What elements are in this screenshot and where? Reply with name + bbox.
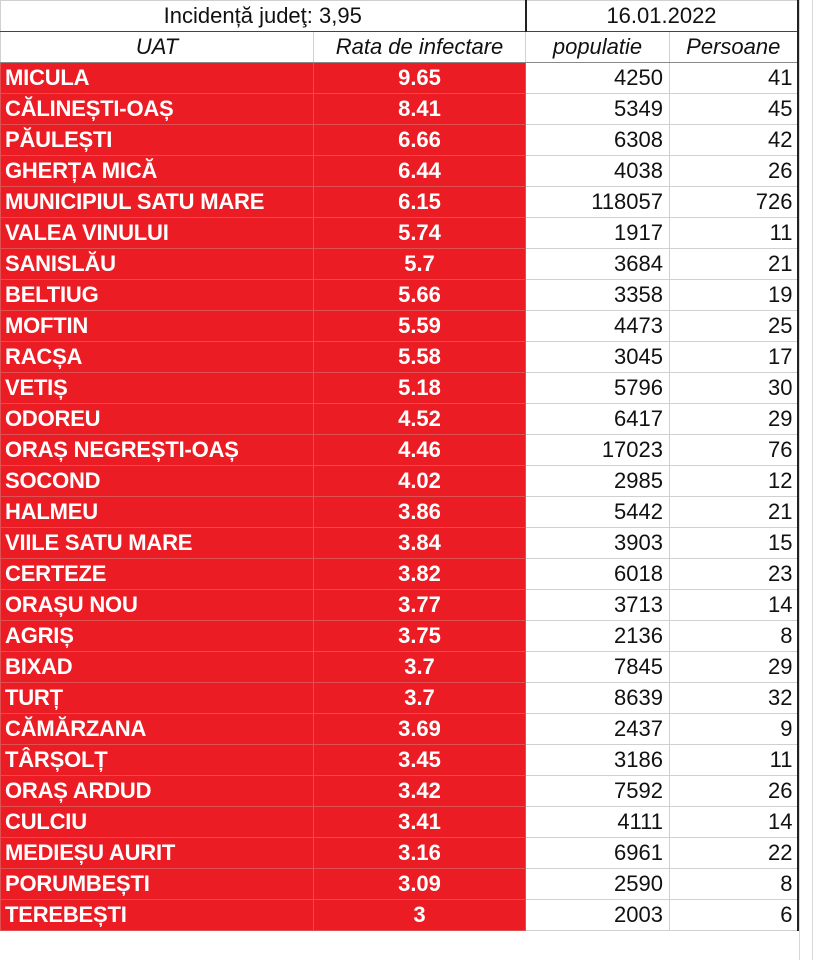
table-row (1, 94, 798, 125)
cell-uat[interactable]: RACȘA (1, 342, 314, 373)
cell-persons[interactable]: 19 (670, 280, 798, 311)
table-row (1, 807, 798, 838)
cell-uat[interactable]: BIXAD (1, 652, 314, 683)
grid-line (812, 0, 813, 960)
table-row (1, 156, 798, 187)
county-incidence[interactable]: Incidență judeţ: 3,95 (1, 1, 526, 32)
cell-population[interactable]: 5442 (526, 497, 670, 528)
table-row (1, 838, 798, 869)
table-row (1, 621, 798, 652)
cell-rate[interactable]: 4.52 (314, 404, 526, 435)
cell-persons[interactable]: 21 (670, 249, 798, 280)
cell-uat[interactable]: MUNICIPIUL SATU MARE (1, 187, 314, 218)
cell-population[interactable]: 4473 (526, 311, 670, 342)
table-row (1, 466, 798, 497)
table-row (1, 311, 798, 342)
cell-persons[interactable]: 41 (670, 63, 798, 94)
cell-rate[interactable]: 3.45 (314, 745, 526, 776)
cell-rate[interactable]: 3.86 (314, 497, 526, 528)
cell-population[interactable]: 2003 (526, 900, 670, 931)
cell-uat[interactable]: ODOREU (1, 404, 314, 435)
cell-population[interactable]: 4250 (526, 63, 670, 94)
cell-persons[interactable]: 30 (670, 373, 798, 404)
cell-persons[interactable]: 42 (670, 125, 798, 156)
cell-rate[interactable]: 3.69 (314, 714, 526, 745)
cell-uat[interactable]: MEDIEȘU AURIT (1, 838, 314, 869)
table-row (1, 404, 798, 435)
cell-uat[interactable]: VIILE SATU MARE (1, 528, 314, 559)
cell-persons[interactable]: 14 (670, 807, 798, 838)
cell-population[interactable]: 3045 (526, 342, 670, 373)
table-row (1, 125, 798, 156)
cell-persons[interactable]: 29 (670, 652, 798, 683)
cell-uat[interactable]: ORAȘ ARDUD (1, 776, 314, 807)
cell-population[interactable]: 6417 (526, 404, 670, 435)
cell-rate[interactable]: 3.09 (314, 869, 526, 900)
cell-population[interactable]: 6961 (526, 838, 670, 869)
table-title-row (1, 1, 798, 32)
cell-persons[interactable]: 15 (670, 528, 798, 559)
cell-uat[interactable]: VALEA VINULUI (1, 218, 314, 249)
cell-rate[interactable]: 3.75 (314, 621, 526, 652)
cell-uat[interactable]: PĂULEȘTI (1, 125, 314, 156)
cell-uat[interactable]: CĂMĂRZANA (1, 714, 314, 745)
cell-rate[interactable]: 3.77 (314, 590, 526, 621)
cell-population[interactable]: 2985 (526, 466, 670, 497)
cell-persons[interactable]: 76 (670, 435, 798, 466)
column-header-uat[interactable]: UAT (1, 32, 314, 63)
cell-persons[interactable]: 23 (670, 559, 798, 590)
table-row (1, 590, 798, 621)
column-header-rate[interactable]: Rata de infectare (314, 32, 526, 63)
cell-uat[interactable]: ORAȘU NOU (1, 590, 314, 621)
cell-rate[interactable]: 5.58 (314, 342, 526, 373)
cell-uat[interactable]: GHERȚA MICĂ (1, 156, 314, 187)
table-row (1, 435, 798, 466)
cell-persons[interactable]: 26 (670, 156, 798, 187)
cell-persons[interactable]: 8 (670, 621, 798, 652)
cell-rate[interactable]: 5.7 (314, 249, 526, 280)
cell-persons[interactable]: 25 (670, 311, 798, 342)
cell-rate[interactable]: 5.66 (314, 280, 526, 311)
cell-population[interactable]: 2437 (526, 714, 670, 745)
table-row (1, 218, 798, 249)
cell-persons[interactable]: 8 (670, 869, 798, 900)
column-header-row (1, 32, 798, 63)
cell-uat[interactable]: CĂLINEȘTI-OAȘ (1, 94, 314, 125)
table-row (1, 187, 798, 218)
cell-persons[interactable]: 22 (670, 838, 798, 869)
cell-uat[interactable]: AGRIȘ (1, 621, 314, 652)
cell-population[interactable]: 3186 (526, 745, 670, 776)
cell-population[interactable]: 6308 (526, 125, 670, 156)
cell-persons[interactable]: 17 (670, 342, 798, 373)
cell-persons[interactable]: 21 (670, 497, 798, 528)
cell-uat[interactable]: SANISLĂU (1, 249, 314, 280)
cell-uat[interactable]: MICULA (1, 63, 314, 94)
cell-rate[interactable]: 3.16 (314, 838, 526, 869)
table-row (1, 249, 798, 280)
cell-uat[interactable]: TEREBEȘTI (1, 900, 314, 931)
cell-rate[interactable]: 9.65 (314, 63, 526, 94)
cell-uat[interactable]: SOCOND (1, 466, 314, 497)
cell-population[interactable]: 5349 (526, 94, 670, 125)
cell-population[interactable]: 8639 (526, 683, 670, 714)
table-row (1, 63, 798, 94)
cell-population[interactable]: 1917 (526, 218, 670, 249)
cell-population[interactable]: 118057 (526, 187, 670, 218)
cell-population[interactable]: 3713 (526, 590, 670, 621)
cell-rate[interactable]: 6.44 (314, 156, 526, 187)
cell-rate[interactable]: 3.82 (314, 559, 526, 590)
table-row (1, 745, 798, 776)
cell-rate[interactable]: 3.84 (314, 528, 526, 559)
table-row (1, 776, 798, 807)
cell-persons[interactable]: 14 (670, 590, 798, 621)
cell-persons[interactable]: 726 (670, 187, 798, 218)
cell-rate[interactable]: 5.18 (314, 373, 526, 404)
cell-population[interactable]: 17023 (526, 435, 670, 466)
table-row (1, 342, 798, 373)
cell-uat[interactable]: BELTIUG (1, 280, 314, 311)
cell-persons[interactable]: 45 (670, 94, 798, 125)
cell-rate[interactable]: 5.74 (314, 218, 526, 249)
cell-uat[interactable]: TURȚ (1, 683, 314, 714)
table-row (1, 497, 798, 528)
cell-persons[interactable]: 26 (670, 776, 798, 807)
cell-uat[interactable]: PORUMBEȘTI (1, 869, 314, 900)
cell-rate[interactable]: 3.42 (314, 776, 526, 807)
cell-uat[interactable]: ORAȘ NEGREȘTI-OAȘ (1, 435, 314, 466)
cell-population[interactable]: 6018 (526, 559, 670, 590)
cell-persons[interactable]: 12 (670, 466, 798, 497)
cell-persons[interactable]: 11 (670, 218, 798, 249)
cell-rate[interactable]: 6.15 (314, 187, 526, 218)
cell-population[interactable]: 3684 (526, 249, 670, 280)
table-row (1, 373, 798, 404)
table-row (1, 869, 798, 900)
cell-population[interactable]: 3903 (526, 528, 670, 559)
table-row (1, 683, 798, 714)
cell-rate[interactable]: 4.02 (314, 466, 526, 497)
cell-persons[interactable]: 9 (670, 714, 798, 745)
cell-uat[interactable]: VETIȘ (1, 373, 314, 404)
cell-uat[interactable]: CERTEZE (1, 559, 314, 590)
column-header-persons[interactable]: Persoane (670, 32, 798, 63)
cell-rate[interactable]: 3.7 (314, 652, 526, 683)
cell-persons[interactable]: 29 (670, 404, 798, 435)
cell-uat[interactable]: TÂRȘOLȚ (1, 745, 314, 776)
grid-line (799, 0, 800, 960)
cell-population[interactable]: 3358 (526, 280, 670, 311)
cell-rate[interactable]: 3.7 (314, 683, 526, 714)
cell-uat[interactable]: MOFTIN (1, 311, 314, 342)
cell-population[interactable]: 2136 (526, 621, 670, 652)
cell-rate[interactable]: 3.41 (314, 807, 526, 838)
cell-persons[interactable]: 11 (670, 745, 798, 776)
cell-uat[interactable]: CULCIU (1, 807, 314, 838)
table-row (1, 900, 798, 931)
cell-population[interactable]: 5796 (526, 373, 670, 404)
cell-population[interactable]: 2590 (526, 869, 670, 900)
cell-rate[interactable]: 5.59 (314, 311, 526, 342)
cell-persons[interactable]: 6 (670, 900, 798, 931)
table-row (1, 280, 798, 311)
cell-uat[interactable]: HALMEU (1, 497, 314, 528)
report-date[interactable]: 16.01.2022 (526, 1, 798, 32)
table-row (1, 652, 798, 683)
cell-population[interactable]: 4038 (526, 156, 670, 187)
cell-population[interactable]: 7845 (526, 652, 670, 683)
cell-persons[interactable]: 32 (670, 683, 798, 714)
cell-population[interactable]: 7592 (526, 776, 670, 807)
cell-rate[interactable]: 8.41 (314, 94, 526, 125)
table-row (1, 714, 798, 745)
cell-population[interactable]: 4111 (526, 807, 670, 838)
cell-rate[interactable]: 3 (314, 900, 526, 931)
cell-rate[interactable]: 4.46 (314, 435, 526, 466)
cell-rate[interactable]: 6.66 (314, 125, 526, 156)
table-row (1, 559, 798, 590)
table-row (1, 528, 798, 559)
column-header-population[interactable]: populatie (526, 32, 670, 63)
